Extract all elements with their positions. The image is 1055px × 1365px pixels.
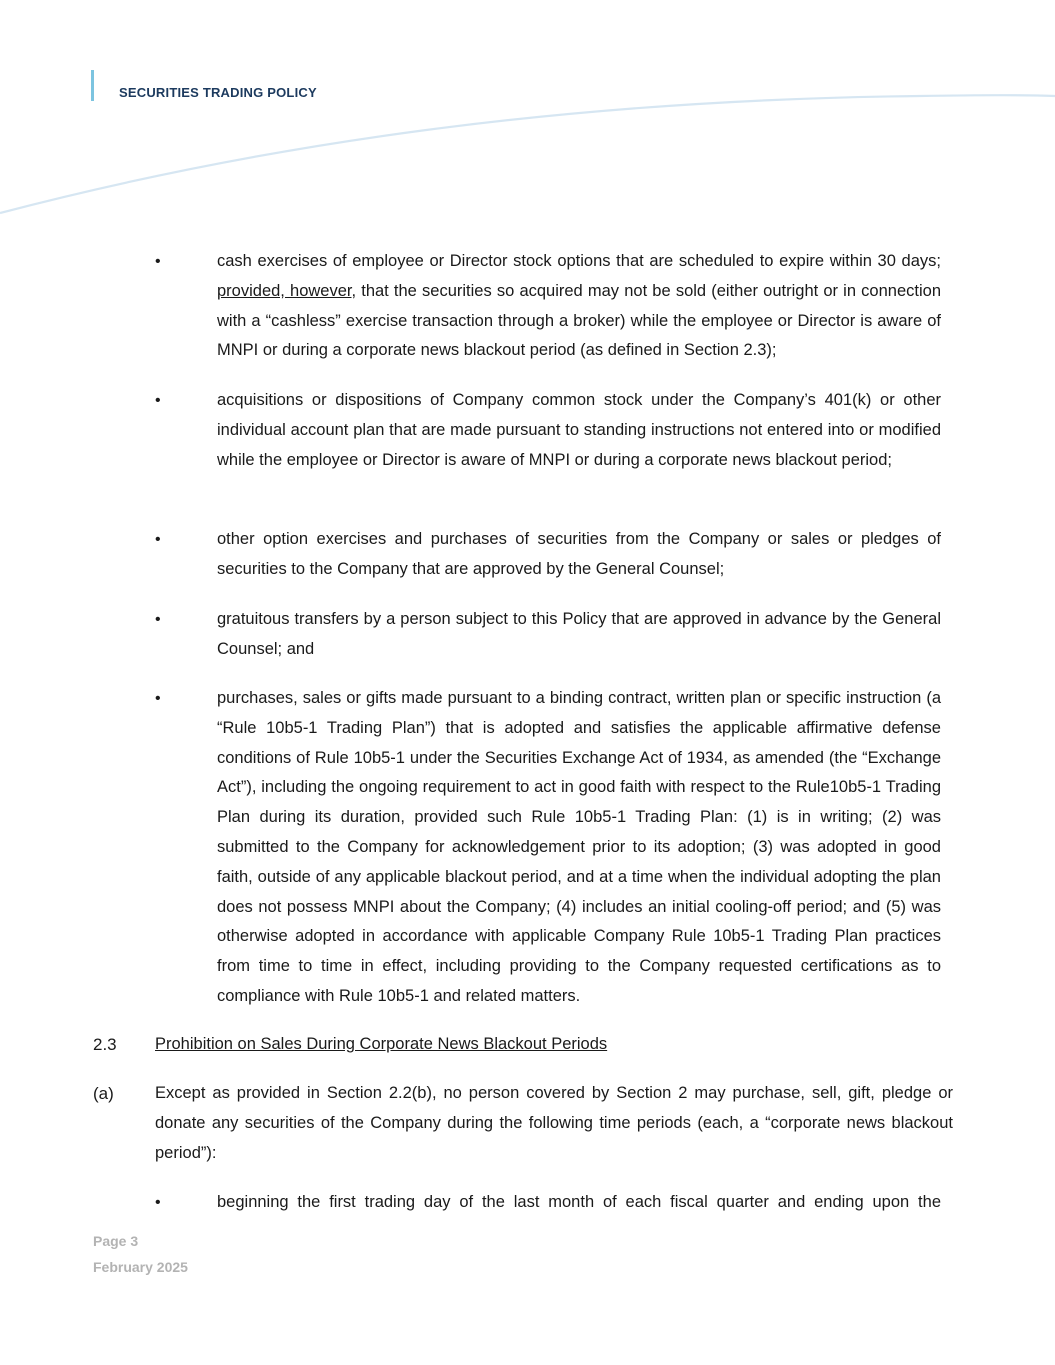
bullet-text: gratuitous transfers by a person subject to this Policy that are approved in advance by the General Counsel; and xyxy=(217,610,941,658)
bullet-text: beginning the first trading day of the last month of each fiscal quarter and ending upon the xyxy=(217,1193,941,1211)
section-heading: Prohibition on Sales During Corporate News Blackout Periods xyxy=(155,1035,608,1053)
bullet-text: other option exercises and purchases of securities from the Company or sales or pledges of securities to the Company that are approved by the General Counsel; xyxy=(217,530,941,578)
bullet-marker: • xyxy=(155,253,161,270)
paragraph-a-text: Except as provided in Section 2.2(b), no person covered by Section 2 may purchase, sell, gift, pledge or donate any securities of the Company during the following time periods (each, a “corporate news blackout period”): xyxy=(155,1084,953,1162)
bullet-marker: • xyxy=(155,690,161,707)
bullet-marker: • xyxy=(155,392,161,409)
bullet-text xyxy=(217,247,941,366)
bullet-marker: • xyxy=(155,531,161,548)
section-number: 2.3 xyxy=(93,1035,117,1054)
bullet-text-part: , that the securities so acquired may not be sold (either outright or in connection with a “cashless” exercise transaction through a broker) while the employee or Director is aware of MNPI or during a corporate news blackout period (as defined in Section 2.3); xyxy=(217,281,941,360)
bullet-marker: • xyxy=(155,611,161,628)
header-decorative-curve xyxy=(0,80,1055,220)
paragraph-label: (a) xyxy=(93,1084,114,1103)
footer-page-number: Page 3 xyxy=(93,1233,139,1249)
bullet-marker: • xyxy=(155,1194,161,1211)
bullet-text-part: cash exercises of employee or Director stock options that are scheduled to expire within 30 days; xyxy=(217,252,941,270)
page-header-title: SECURITIES TRADING POLICY xyxy=(119,85,317,100)
bullet-text: purchases, sales or gifts made pursuant to a binding contract, written plan or specific instruction (a “Rule 10b5-1 Trading Plan”) that is adopted and satisfies the applicable affirmative defense conditions of Rule 10b5-1 under the Securities Exchange Act of 1934, as amended (the “Exchange Act”), including the ongoing requirement to act in good faith with respect to the Rule10b5-1 Trading Plan during its duration, provided such Rule 10b5-1 Trading Plan: (1) is in writing; (2) was submitted to the Company for acknowledgement prior to its adoption; (3) was adopted in good faith, outside of any applicable blackout period, and at a time when the individual adopting the plan does not possess MNPI about the Company; (4) includes an initial cooling-off period; and (5) was otherwise adopted in accordance with applicable Company Rule 10b5-1 Trading Plan practices from time to time in effect, including providing to the Company requested certifications as to compliance with Rule 10b5-1 and related matters. xyxy=(217,689,941,1005)
footer-date: February 2025 xyxy=(93,1259,188,1275)
bullet-text: acquisitions or dispositions of Company common stock under the Company’s 401(k) or other individual account plan that are made pursuant to standing instructions not entered into or modified while the employee or Director is aware of MNPI or during a corporate news blackout period; xyxy=(217,391,941,469)
bullet-text-underlined: provided, however xyxy=(217,281,352,300)
